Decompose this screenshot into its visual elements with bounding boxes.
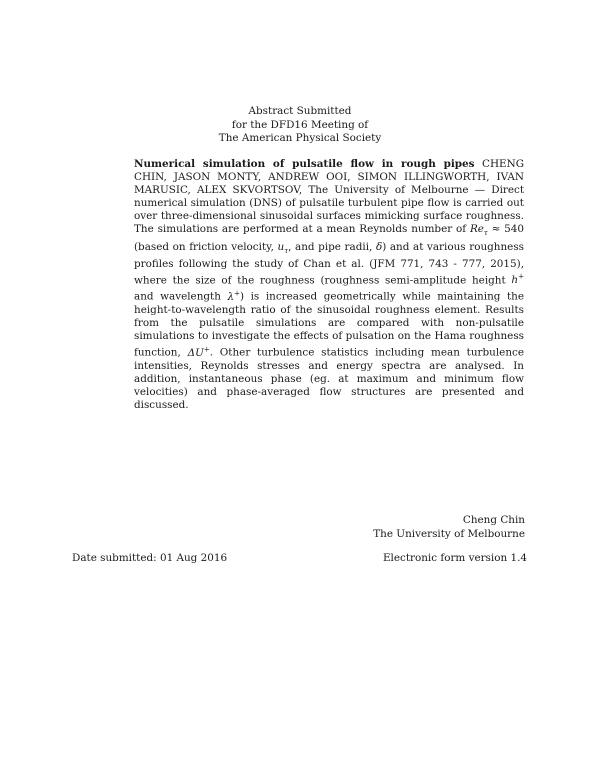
wavelength-symbol: λ+ (227, 289, 240, 303)
form-version: Electronic form version 1.4 (382, 552, 527, 564)
abstract-separator: — (468, 184, 492, 197)
signature-institution: The University of Melbourne (373, 527, 525, 540)
reynolds-symbol: $Re_\tau$ (469, 223, 488, 238)
reynolds-value: ≈ 540 (487, 223, 524, 236)
submission-header (0, 105, 600, 146)
header-line-1: Abstract Submitted (248, 105, 352, 117)
roughness-function-symbol: ΔU+ (187, 345, 210, 359)
abstract-text-7: . Other turbulence statistics including mean turbulence intensities, Reynolds stresses and energy spectra are analysed. In addition, instantaneous phase (eg. at maximum and minimum flow velocities) and phase-averaged flow structures are presented and discussed. (134, 346, 524, 412)
header-line-2: for the DFD16 Meeting of (231, 118, 369, 131)
abstract-text-1: Direct numerical simulation (DNS) of pulsatile turbulent pipe flow is carried out over three-dimensional sinusoidal surfaces mimicking surface roughness. The simulations are performed at a mean Reynolds number of (134, 184, 524, 236)
signature-name: Cheng Chin (462, 514, 525, 526)
abstract-affiliation: The University of Melbourne (308, 184, 469, 197)
abstract-text-4: ) and at various roughness profiles following the study of Chan et al. (JFM 771, 743 - 777, 2015), where the size of the roughness (roughness semi-amplitude height (134, 240, 525, 287)
delta-symbol: δ (375, 240, 383, 253)
abstract-title: Numerical simulation of pulsatile flow in rough pipes (134, 158, 475, 170)
date-submitted: Date submitted: 01 Aug 2016 (72, 552, 228, 564)
abstract-paragraph (134, 158, 524, 412)
abstract-text-6: ) is increased geometrically while maintaining the height-to-wavelength ratio of the sinusoidal roughness element. Results from the pulsatile simulations are compared with non-pulsatile simulations to investigate the effects of pulsation on the Hama roughness function, (134, 290, 525, 359)
abstract-authors: CHENG CHIN, JASON MONTY, ANDREW OOI, SIMON ILLINGWORTH, IVAN MARUSIC, ALEX SKVORTSOV, (134, 158, 524, 197)
abstract-text-2: (based on friction velocity, (134, 240, 278, 253)
abstract-text-3: , and pipe radii, (288, 240, 376, 253)
friction-velocity-symbol: $u_\tau$ (277, 240, 289, 255)
header-line-3: The American Physical Society (218, 132, 382, 144)
abstract-text-5: and wavelength (134, 290, 228, 303)
height-symbol: h+ (511, 272, 524, 287)
signature-block (373, 514, 525, 541)
